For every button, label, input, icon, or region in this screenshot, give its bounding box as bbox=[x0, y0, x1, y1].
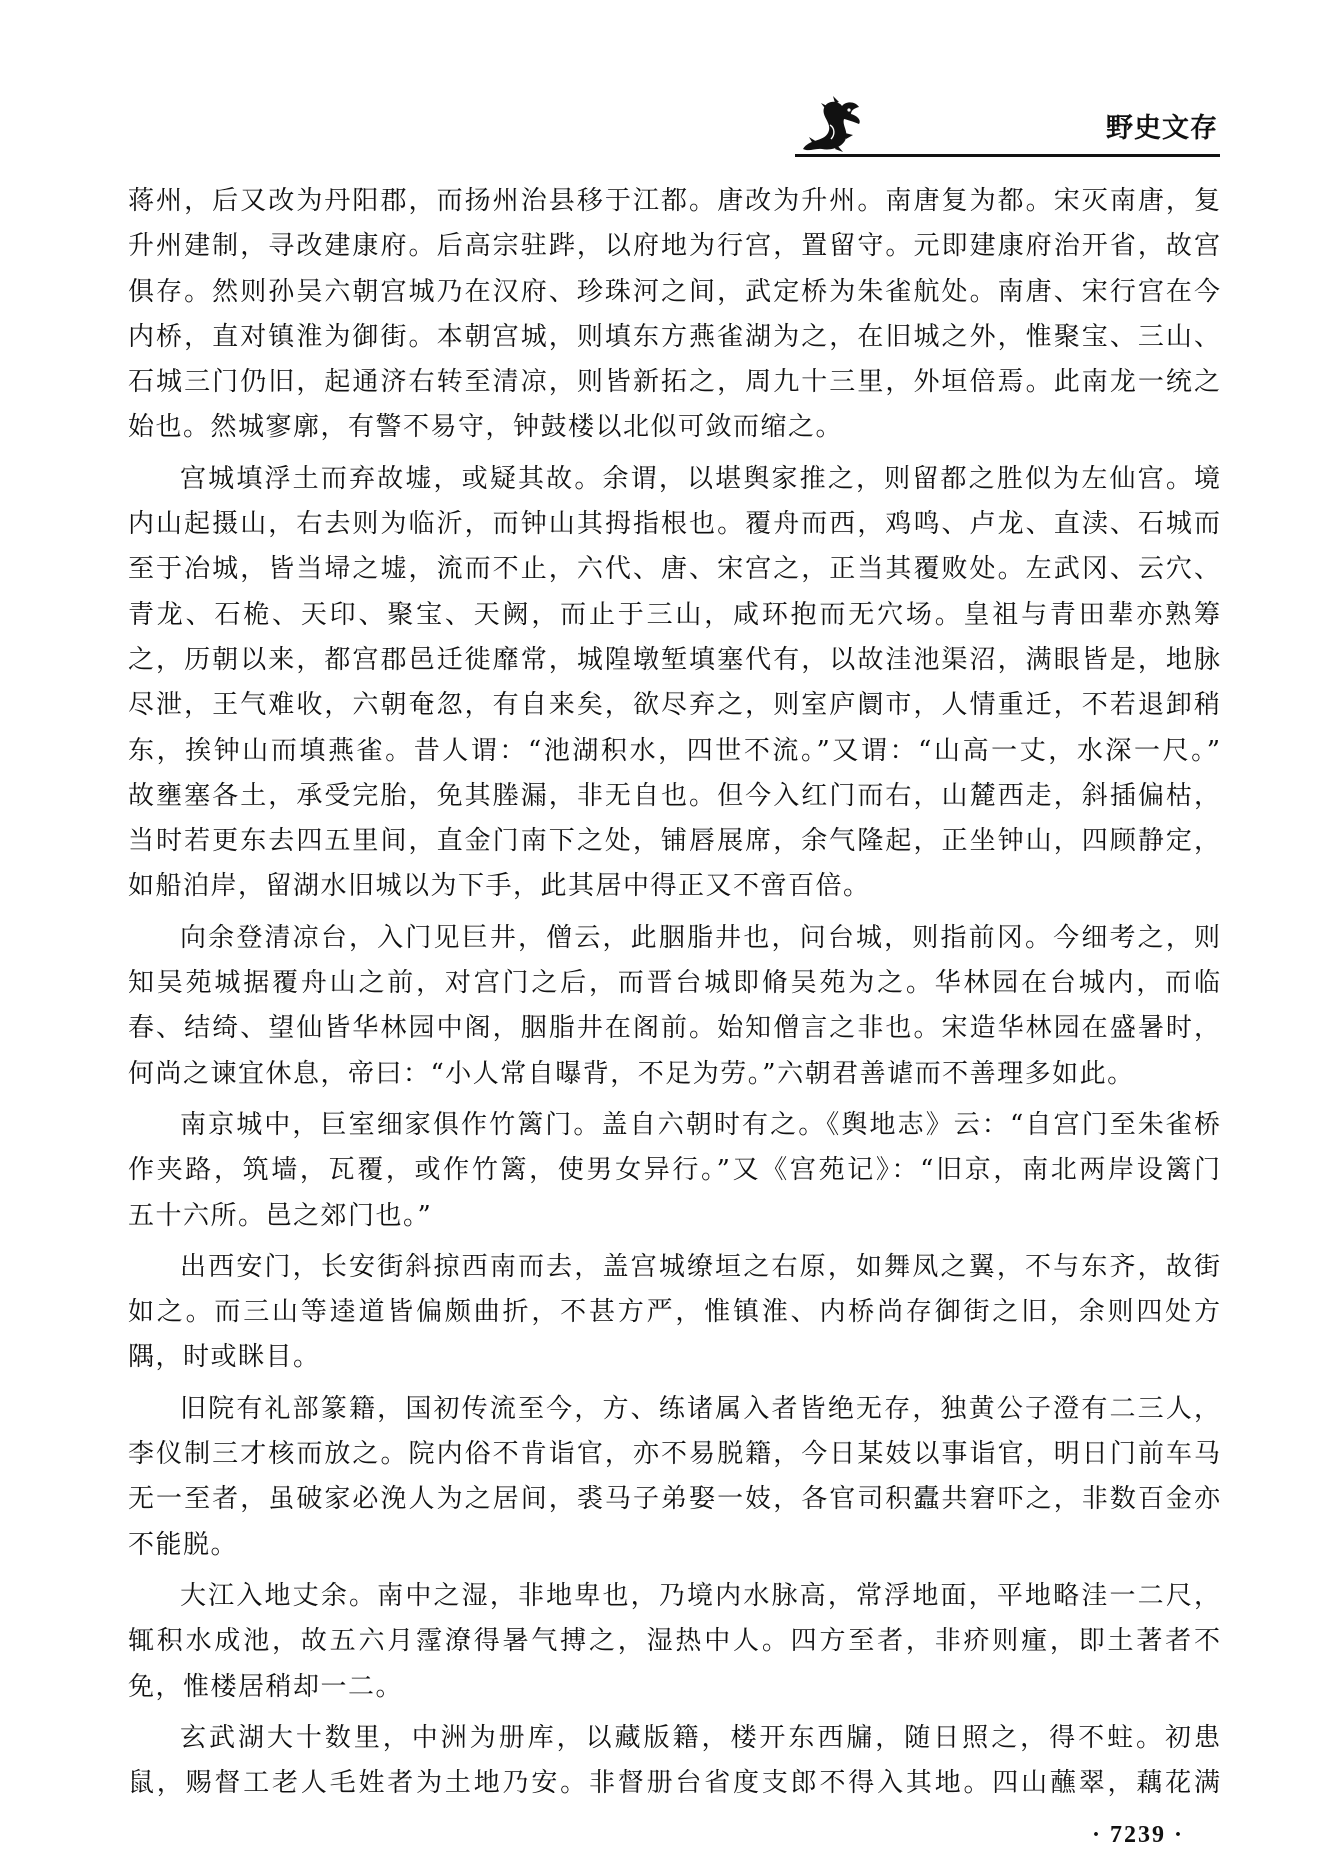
text-line: 南京城中，巨室细家俱作竹篱门。盖自六朝时有之。《舆地志》云：“自宫门至朱雀桥 bbox=[180, 1109, 1220, 1140]
text-line: 大江入地丈余。南中之湿，非地卑也，乃境内水脉高，常浮地面，平地略洼一二尺， bbox=[180, 1580, 1220, 1611]
text-line: 东，挨钟山而填燕雀。昔人谓：“池湖积水，四世不流。”又谓：“山高一丈，水深一尺。” bbox=[128, 735, 1220, 766]
text-line: 鼠，赐督工老人毛姓者为土地乃安。非督册台省度支郎不得入其地。四山蘸翠，藕花满 bbox=[128, 1768, 1220, 1799]
text-line: 蒋州，后又改为丹阳郡，而扬州治县移于江都。唐改为升州。南唐复为都。宋灭南唐，复 bbox=[128, 186, 1220, 216]
paragraph bbox=[128, 916, 1220, 1097]
text-line: 何尚之谏宜休息，帝曰：“小人常自曝背，不足为劳。”六朝君善谑而不善理多如此。 bbox=[128, 1058, 1135, 1089]
paragraph bbox=[128, 457, 1220, 910]
text-line: 尽泄，王气难收，六朝奄忽，有自来矣，欲尽弃之，则室庐阛市，人情重迁，不若退卸稍 bbox=[128, 690, 1220, 721]
text-line: 如之。而三山等逵道皆偏颇曲折，不甚方严，惟镇淮、内桥尚存御街之旧，余则四处方 bbox=[128, 1297, 1220, 1328]
text-line: 五十六所。邑之郊门也。” bbox=[128, 1200, 433, 1231]
book-series-title: 野史文存 bbox=[1106, 113, 1218, 144]
text-line: 向余登清凉台，入门见巨井，僧云，此胭脂井也，问台城，则指前冈。今细考之，则 bbox=[180, 922, 1220, 953]
header-rule bbox=[795, 154, 1220, 157]
text-line: 升州建制，寻改建康府。后高宗驻跸，以府地为行宫，置留守。元即建康府治开省，故宫 bbox=[128, 231, 1220, 262]
text-line: 之，历朝以来，都宫郡邑迁徙靡常，城隍墩堑填塞代有，以故洼池渠沼，满眼皆是，地脉 bbox=[128, 644, 1220, 675]
text-line: 俱存。然则孙吴六朝宫城乃在汉府、珍珠河之间，武定桥为朱雀航处。南唐、宋行宫在今 bbox=[128, 276, 1220, 307]
text-line: 内桥，直对镇淮为御街。本朝宫城，则填东方燕雀湖为之，在旧城之外，惟聚宝、三山、 bbox=[128, 321, 1220, 352]
text-line: 如船泊岸，留湖水旧城以为下手，此其居中得正又不啻百倍。 bbox=[128, 871, 871, 902]
paragraph bbox=[128, 179, 1220, 451]
page-body bbox=[128, 179, 1220, 1806]
text-line: 春、结绮、望仙皆华林园中阁，胭脂井在阁前。始知僧言之非也。宋造华林园在盛暑时， bbox=[128, 1013, 1220, 1044]
text-line: 作夹路，筑墙，瓦覆，或作竹篱，使男女异行。”又《宫苑记》：“旧京，南北两岸设篱门 bbox=[128, 1155, 1220, 1186]
text-line: 旧院有礼部篆籍，国初传流至今，方、练诸属入者皆绝无存，独黄公子澄有二三人， bbox=[180, 1393, 1220, 1424]
text-line: 不能脱。 bbox=[128, 1529, 239, 1560]
text-line: 始也。然城寥廓，有警不易守，钟鼓楼以北似可敛而缩之。 bbox=[128, 412, 844, 443]
text-line: 故壅塞各土，承受完胎，免其塍漏，非无自也。但今入红门而右，山麓西走，斜插偏枯， bbox=[128, 780, 1220, 811]
paragraph bbox=[128, 1574, 1220, 1710]
text-line: 玄武湖大十数里，中洲为册库，以藏版籍，楼开东西牖，随日照之，得不蛀。初患 bbox=[180, 1722, 1220, 1753]
text-line: 石城三门仍旧，起通济右转至清凉，则皆新拓之，周九十三里，外垣倍焉。此南龙一统之 bbox=[128, 367, 1220, 398]
text-line: 隅，时或眯目。 bbox=[128, 1342, 321, 1373]
dragon-logo bbox=[797, 95, 867, 155]
text-line: 青龙、石桅、天印、聚宝、天阙，而止于三山，咸环抱而无穴场。皇祖与青田辈亦熟筹 bbox=[128, 599, 1220, 630]
paragraph bbox=[128, 1716, 1220, 1807]
text-line: 宫城填浮土而弃故墟，或疑其故。余谓，以堪舆家推之，则留都之胜似为左仙宫。境 bbox=[180, 463, 1220, 494]
dragon-icon bbox=[797, 95, 867, 155]
paragraph bbox=[128, 1245, 1220, 1381]
text-line: 辄积水成池，故五六月霪潦得暑气搏之，湿热中人。四方至者，非疥则瘇，即土著者不 bbox=[128, 1626, 1220, 1657]
text-line: 无一至者，虽破家必浼人为之居间，裘马子弟娶一妓，各官司积蠹共窘吓之，非数百金亦 bbox=[128, 1484, 1220, 1515]
text-line: 知吴苑城据覆舟山之前，对宫门之后，而晋台城即脩吴苑为之。华林园在台城内，而临 bbox=[128, 968, 1220, 999]
text-line: 内山起摄山，右去则为临沂，而钟山其拇指根也。覆舟而西，鸡鸣、卢龙、直渎、石城而 bbox=[128, 509, 1220, 540]
paragraph bbox=[128, 1103, 1220, 1239]
text-line: 李仪制三才核而放之。院内俗不肯诣官，亦不易脱籍，今日某妓以事诣官，明日门前车马 bbox=[128, 1439, 1220, 1470]
text-line: 免，惟楼居稍却一二。 bbox=[128, 1671, 404, 1702]
text-line: 当时若更东去四五里间，直金门南下之处，铺唇展席，余气隆起，正坐钟山，四顾静定， bbox=[128, 826, 1220, 857]
paragraph bbox=[128, 1387, 1220, 1568]
text-line: 出西安门，长安街斜掠西南而去，盖宫城缭垣之右原，如舞凤之翼，不与东齐，故街 bbox=[180, 1251, 1220, 1282]
page-number: · 7239 · bbox=[1091, 1822, 1184, 1848]
text-line: 至于冶城，皆当埽之墟，流而不止，六代、唐、宋宫之，正当其覆败处。左武冈、云穴、 bbox=[128, 554, 1220, 585]
